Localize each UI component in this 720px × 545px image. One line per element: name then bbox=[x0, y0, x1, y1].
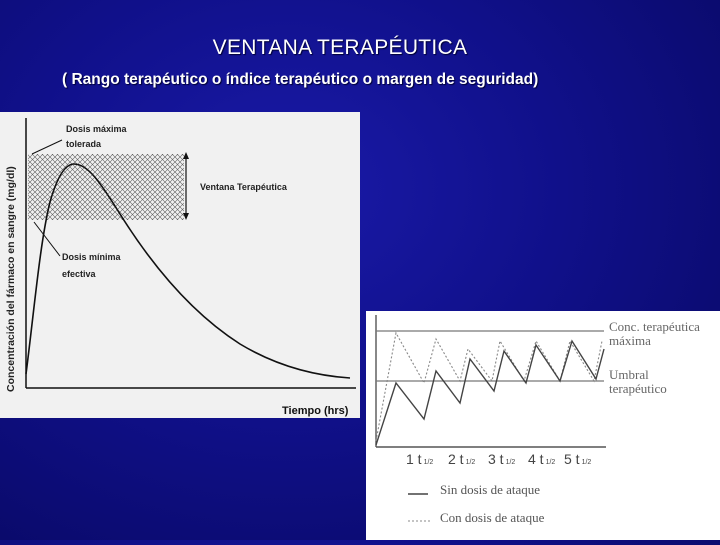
without-loading-dose-series bbox=[376, 341, 604, 445]
with-loading-dose-series bbox=[376, 333, 602, 441]
min-dose-label: Dosis mínima efectiva bbox=[62, 252, 121, 279]
threshold-label: Umbral terapéutico bbox=[609, 367, 667, 396]
tick-label-1: 1 t 1/2 bbox=[406, 451, 434, 467]
therapeutic-window-diagram bbox=[0, 112, 360, 418]
x-axis-label: Tiempo (hrs) bbox=[282, 405, 349, 417]
therapeutic-window-band bbox=[28, 154, 184, 220]
loading-dose-diagram bbox=[366, 311, 720, 540]
max-dose-label: Dosis máxima tolerada bbox=[66, 124, 127, 149]
legend-dotted-label: Con dosis de ataque bbox=[440, 510, 545, 525]
y-axis-label: Concentración del fármaco en sangre (mg/dl) bbox=[5, 166, 17, 392]
tick-labels bbox=[406, 451, 591, 467]
window-label: Ventana Terapéutica bbox=[200, 182, 287, 192]
tick-label-3: 3 t 1/2 bbox=[488, 451, 516, 467]
slide-title: VENTANA TERAPÉUTICA bbox=[212, 36, 468, 59]
slide-subtitle: ( Rango terapéutico o índice terapéutico o margen de seguridad) bbox=[62, 71, 539, 88]
legend-solid-label: Sin dosis de ataque bbox=[440, 482, 541, 497]
tick-label-2: 2 t 1/2 bbox=[448, 451, 476, 467]
min-dose-pointer bbox=[34, 222, 60, 256]
tick-label-4: 4 t 1/2 bbox=[528, 451, 556, 467]
tick-label-5: 5 t 1/2 bbox=[564, 451, 592, 467]
max-concentration-label: Conc. terapéutica máxima bbox=[609, 319, 700, 348]
max-dose-pointer bbox=[32, 140, 62, 154]
